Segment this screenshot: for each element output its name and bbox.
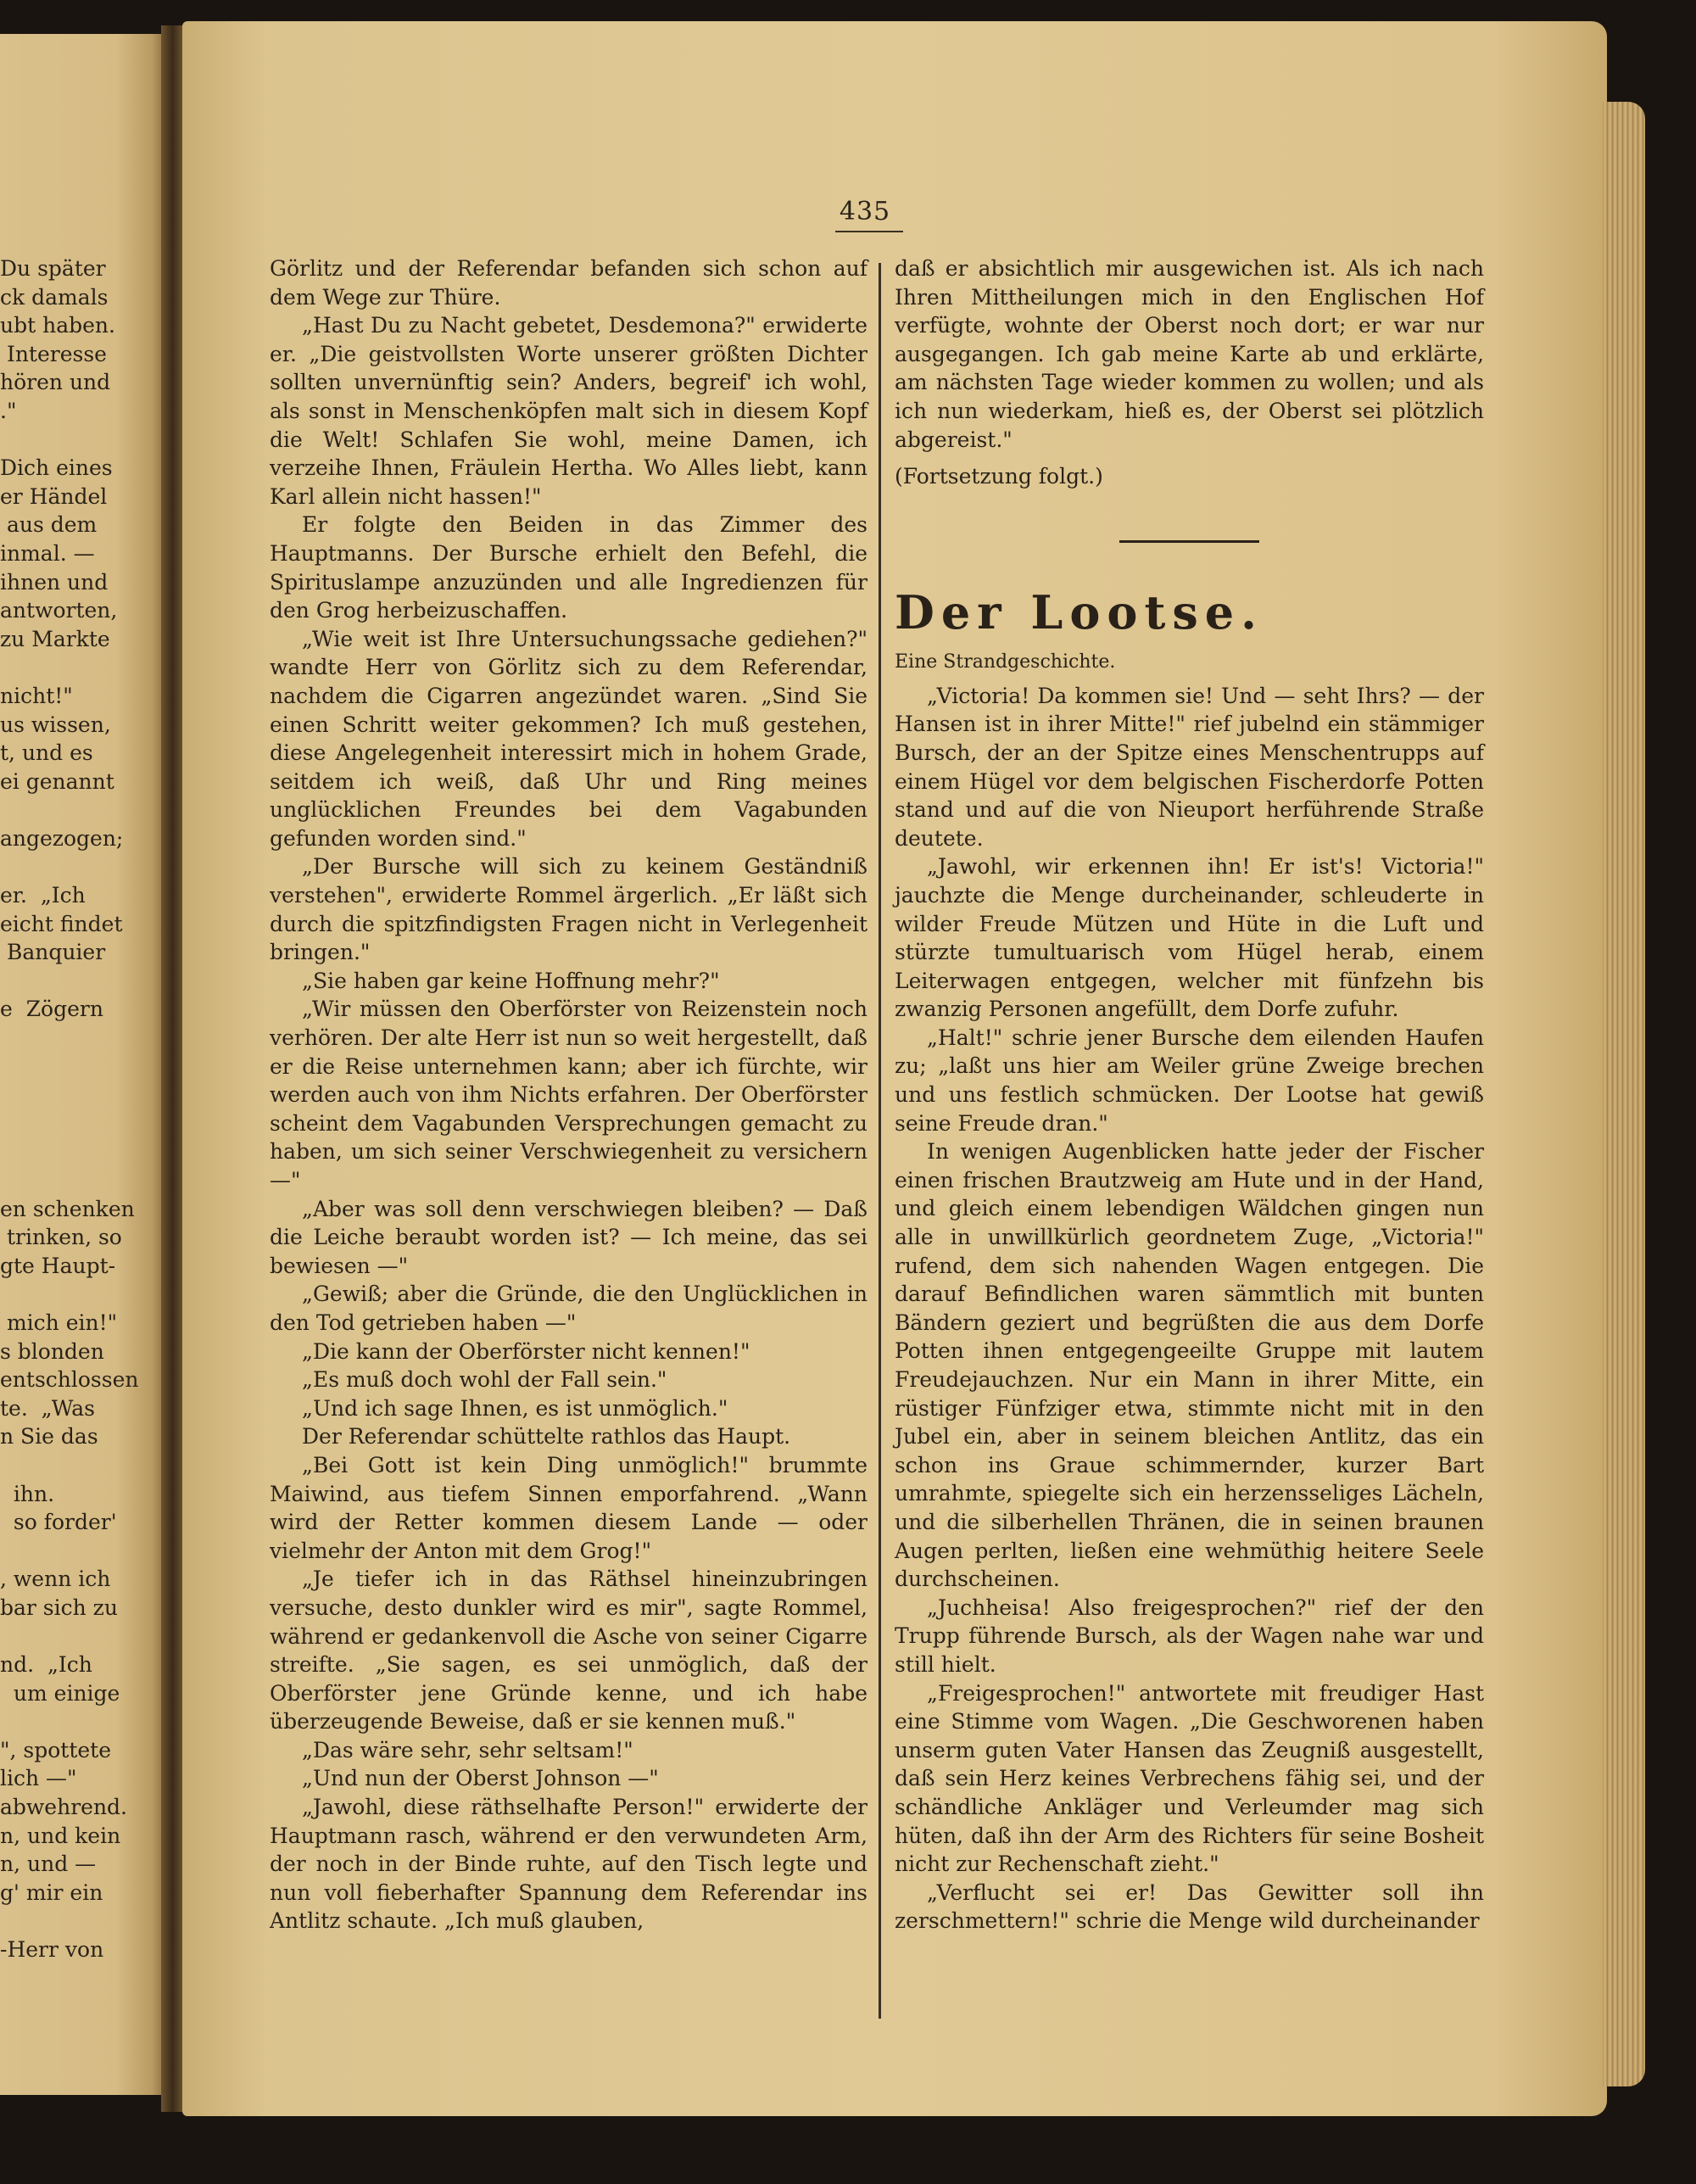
left-fragment-line: eicht findet: [0, 911, 123, 936]
paragraph: „Victoria! Da kommen sie! Und — seht Ihrs? — der Hansen ist in ihrer Mitte!" rief jubelnd ein stämmiger Bursch, der an der Spitze eines Menschentrupps auf einem Hügel vor dem belgischen Fischerdorfe Potten stand und auf die von Nieuport herführende Straße deutete.: [895, 683, 1484, 851]
paragraph: Görlitz und der Referendar befanden sich schon auf dem Wege zur Thüre.: [270, 256, 868, 310]
left-fragment-line: er Händel: [0, 483, 108, 509]
left-fragment-line: nd. „Ich: [0, 1652, 92, 1678]
left-fragment-line: -Herr von: [0, 1937, 104, 1963]
left-fragment-line: er. „Ich: [0, 883, 86, 908]
paragraph: „Jawohl, wir erkennen ihn! Er ist's! Victoria!" jauchzte die Menge durcheinander, schleuderte in wilder Freude Mützen und Hüte in die Luft und stürzte tumultuarisch vom Hügel herab, einem Leiterwagen entgegen, welcher mit fünfzehn bis zwanzig Personen angefüllt, dem Dorfe zufuhr.: [895, 854, 1484, 1022]
paragraph: „Wir müssen den Oberförster von Reizenstein noch verhören. Der alte Herr ist nun so weit hergestellt, daß er die Reise unternehmen kann; aber ich fürchte, wir werden auch von ihm Nichts erfahren. Der Oberförster scheint dem Vagabunden Versprechungen gemacht zu haben, um sich seiner Verschwiegenheit zu versichern —": [270, 997, 868, 1193]
paragraph: „Aber was soll denn verschwiegen bleiben? — Daß die Leiche beraubt worden ist? — Ich meine, das sei bewiesen —": [270, 1196, 868, 1278]
left-fragment-line: inmal. —: [0, 540, 95, 566]
to-be-continued-note: (Fortsetzung folgt.): [895, 464, 1103, 489]
paragraph: „Die kann der Oberförster nicht kennen!": [302, 1338, 750, 1364]
left-fragment-line: ", spottete: [0, 1737, 112, 1762]
left-fragment-line: [0, 796, 154, 824]
page-number-rule: [835, 231, 903, 232]
left-fragment-line: [0, 1451, 154, 1480]
left-fragment-line: aus dem: [0, 512, 98, 538]
left-fragment-line: te. „Was: [0, 1395, 95, 1421]
left-fragment-line: zu Markte: [0, 626, 110, 651]
paragraph: „Je tiefer ich in das Räthsel hineinzubringen versuche, desto dunkler wird es mir", sagte Rommel, während er gedankenvoll die Asche von seiner Cigarre streifte. „Sie sagen, es sei unmöglich, daß der Oberförster jene Gründe kenne, und ich habe überzeugende Beweise, daß er sie kennen muß.": [270, 1567, 868, 1734]
left-fragment-line: ihnen und: [0, 569, 109, 595]
left-fragment-line: angezogen;: [0, 825, 124, 851]
left-fragment-line: antworten,: [0, 598, 118, 623]
left-fragment-line: [0, 1109, 154, 1138]
paragraph: „Der Bursche will sich zu keinem Geständniß verstehen", erwiderte Rommel ärgerlich. „Er läßt sich durch die spitzfindigsten Fragen nicht in Verlegenheit bringen.": [270, 854, 868, 965]
paragraph: daß er absichtlich mir ausgewichen ist. Als ich nach Ihren Mittheilungen mich in den Englischen Hof verfügte, wohnte der Oberst noch dort; er war nur ausgegangen. Ich gab meine Karte ab und erklärte, am nächsten Tage wieder kommen zu wollen; und als ich nun wiederkam, hieß es, der Oberst sei plötzlich abgereist.": [895, 256, 1484, 452]
page-edges: [1603, 102, 1645, 2086]
left-fragment-line: [0, 1537, 154, 1566]
paragraph: „Freigesprochen!" antwortete mit freudiger Hast eine Stimme vom Wagen. „Die Geschworenen haben unserm guten Vater Hansen das Zeugniß ausgestellt, daß sein Herz keines Verbrechens fähig sei, und der schändliche Ankläger und Verleumder mag sich hüten, daß ihn der Arm des Richters für seine Bosheit nicht zur Rechenschaft zieht.": [895, 1680, 1484, 1877]
left-fragment-line: [0, 1707, 154, 1736]
left-fragment-line: [0, 1166, 154, 1195]
paragraph: „Jawohl, diese räthselhafte Person!" erwiderte der Hauptmann rasch, während er den verwundeten Arm, der noch in der Binde ruhte, auf den Tisch legte und nun voll fieberhafter Spannung dem Referendar ins Antlitz schaute. „Ich muß glauben,: [270, 1795, 868, 1934]
left-fragment-line: Dich eines: [0, 455, 113, 481]
left-fragment-line: [0, 1907, 154, 1935]
paragraph: „Hast Du zu Nacht gebetet, Desdemona?" erwiderte er. „Die geistvollsten Worte unserer größten Dichter sollten unvernünftig sein? Anders, begreif' ich wohl, als sonst in Menschenköpfen malt sich in diesem Kopf die Welt! Schlafen Sie wohl, meine Damen, ich verzeihe Ihnen, Fräulein Hertha. Wo Alles liebt, kann Karl allein nicht hassen!": [270, 313, 868, 509]
paragraph: „Gewiß; aber die Gründe, die den Unglücklichen in den Tod getrieben haben —": [270, 1282, 868, 1335]
paragraph: In wenigen Augenblicken hatte jeder der Fischer einen frischen Brautzweig am Hute und in der Hand, und gleich einem lebendigen Wäldchen gingen nun alle in unwillkürlich geordnetem Zuge, „Victoria!" rufend, dem sich nahenden Wagen entgegen. Die darauf Befindlichen waren sämmtlich mit bunten Bändern geziert und begrüßten die aus dem Dorfe Potten ihnen entgegengeeilte Gruppe mit lautem Freudejauchzen. Nur ein Mann in ihrer Mitte, ein rüstiger Fünfziger etwa, stimmte nicht mit in den Jubel ein, aber in seinem bleichen Antlitz, das ein schon ins Graue schimmernder, kurzer Bart umrahmte, spiegelte sich ein herzensseliges Lächeln, und die silberhellen Thränen, die in seinen braunen Augen perlten, ließen eine wehmüthig heitere Seele durchscheinen.: [895, 1139, 1484, 1592]
left-fragment-line: , wenn ich: [0, 1567, 111, 1592]
paragraph: Der Referendar schüttelte rathlos das Haupt.: [302, 1424, 791, 1449]
left-fragment-line: Du später: [0, 256, 106, 281]
column-left: [270, 254, 868, 1935]
left-fragment-line: ihn.: [0, 1481, 55, 1506]
paragraph: „Und ich sage Ihnen, es ist unmöglich.": [302, 1395, 728, 1421]
left-fragment-line: [0, 1053, 154, 1081]
left-fragment-line: n, und —: [0, 1852, 97, 1877]
paragraph: „Und nun der Oberst Johnson —": [302, 1766, 659, 1791]
left-fragment-line: [0, 1137, 154, 1166]
left-fragment-line: .": [0, 398, 17, 423]
left-fragment-line: n Sie das: [0, 1424, 98, 1449]
left-fragment-line: [0, 426, 154, 455]
story-title: Der Lootse.: [895, 584, 1264, 640]
paragraph: „Wie weit ist Ihre Untersuchungssache gediehen?" wandte Herr von Görlitz sich zu dem Referendar, nachdem die Cigarren angezündet waren. „Sind Sie einen Schritt weiter gekommen? Ich muß gestehen, diese Angelegenheit interessirt mich in hohem Grade, seitdem ich weiß, daß Uhr und Ring meines unglücklichen Freundes bei dem Vagabunden gefunden worden sind.": [270, 626, 868, 851]
left-fragment-line: hören und: [0, 370, 111, 395]
section-separator: [1119, 540, 1259, 543]
left-fragment-line: entschlossen: [0, 1367, 139, 1393]
left-fragment-line: gte Haupt-: [0, 1253, 116, 1278]
left-fragment-line: nicht!": [0, 683, 73, 708]
paragraph: „Sie haben gar keine Hoffnung mehr?": [302, 968, 720, 993]
left-fragment-line: en schenken: [0, 1196, 135, 1221]
left-fragment-line: g' mir ein: [0, 1880, 103, 1905]
left-fragment-line: [0, 1280, 154, 1309]
story-subtitle: Eine Strandgeschichte.: [895, 651, 1116, 673]
left-fragment-line: ei genannt: [0, 768, 114, 794]
left-fragment-line: so forder': [0, 1510, 117, 1535]
left-fragment-line: e Zögern: [0, 997, 103, 1022]
paragraph: „Das wäre sehr, sehr seltsam!": [302, 1737, 633, 1762]
left-fragment-line: ck damals: [0, 284, 109, 310]
column-right: [895, 254, 1484, 1935]
left-fragment-line: [0, 653, 154, 682]
paragraph: „Verflucht sei er! Das Gewitter soll ihn zerschmettern!" schrie die Menge wild durcheinander: [895, 1880, 1484, 1934]
paragraph: „Juchheisa! Also freigesprochen?" rief der den Trupp führende Bursch, als der Wagen nahe war und still hielt.: [895, 1595, 1484, 1677]
left-fragment-line: bar sich zu: [0, 1595, 118, 1620]
left-fragment-line: mich ein!": [0, 1310, 118, 1335]
left-fragment-line: t, und es: [0, 740, 93, 766]
left-fragment-line: n, und kein: [0, 1823, 121, 1848]
column-divider: [879, 263, 881, 2019]
page-number: 435: [839, 197, 891, 226]
left-fragment-line: um einige: [0, 1680, 120, 1706]
left-fragment-line: ubt haben.: [0, 313, 115, 338]
left-fragment-line: lich —": [0, 1766, 77, 1791]
left-fragment-line: Banquier: [0, 940, 106, 965]
left-fragment-line: [0, 1623, 154, 1651]
paragraph: „Es muß doch wohl der Fall sein.": [302, 1367, 667, 1393]
left-fragment-line: trinken, so: [0, 1225, 122, 1250]
paragraph: „Bei Gott ist kein Ding unmöglich!" brummte Maiwind, aus tiefem Sinnen emporfahrend. „Wann wird der Retter kommen diesem Lande — oder vielmehr der Anton mit dem Grog!": [270, 1452, 868, 1563]
left-fragment-line: s blonden: [0, 1338, 104, 1364]
left-fragment-line: Interesse: [0, 341, 107, 366]
paragraph: „Halt!" schrie jener Bursche dem eilenden Haufen zu; „laßt uns hier am Weiler grüne Zweige brechen und uns festlich schmücken. Der Lootse hat gewiß seine Freude dran.": [895, 1025, 1484, 1136]
left-fragment-line: [0, 967, 154, 996]
left-fragment-line: abwehrend.: [0, 1795, 127, 1820]
paragraph: Er folgte den Beiden in das Zimmer des Hauptmanns. Der Bursche erhielt den Befehl, die Spirituslampe anzuzünden und alle Ingredienzen für den Grog herbeizuschaffen.: [270, 512, 868, 623]
left-fragment-line: [0, 1081, 154, 1109]
left-page-text-fragments: [0, 254, 154, 1964]
left-fragment-line: [0, 852, 154, 881]
left-fragment-line: us wissen,: [0, 712, 111, 737]
left-fragment-line: [0, 1024, 154, 1053]
